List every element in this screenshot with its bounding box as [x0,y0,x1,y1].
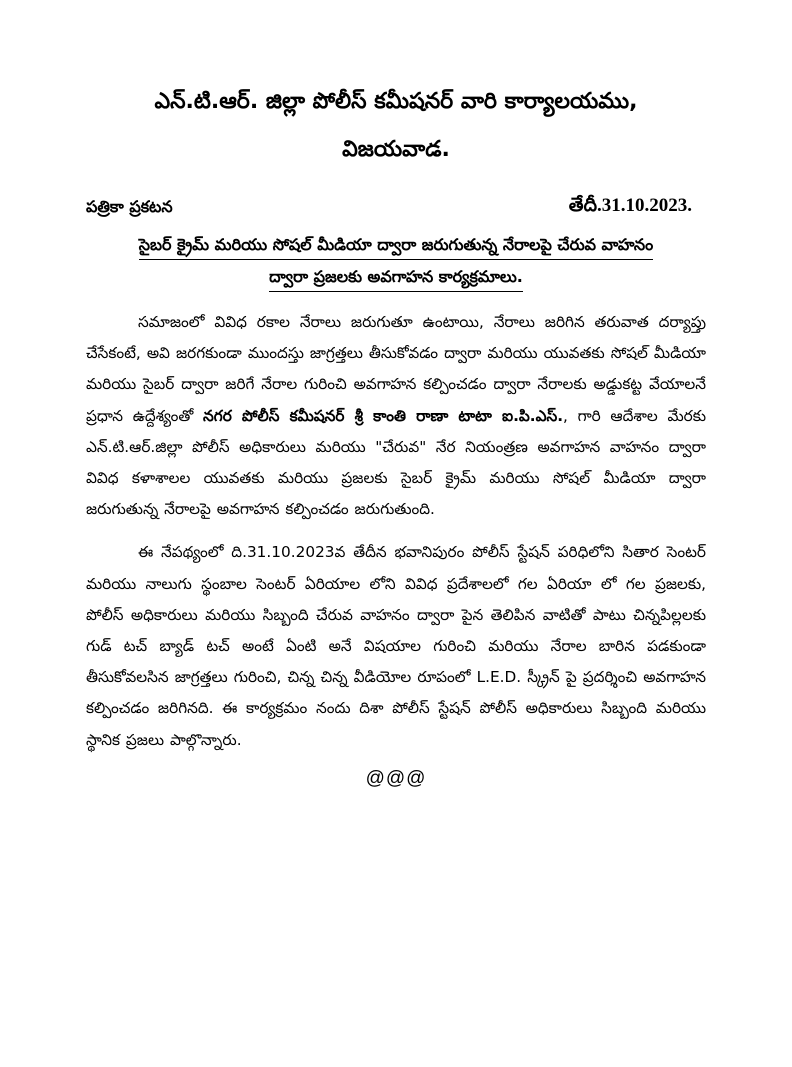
subject-heading [86,229,706,293]
press-release-label: పత్రికా ప్రకటన [86,197,173,216]
para2-text: ఈ నేపథ్యంలో ది.31.10.2023వ తేదీన భవానిపురం పోలీస్ స్టేషన్ పరిధిలోని సితార సెంటర్ మరియు నాలుగు స్థంబాల సెంటర్ ఏరియాల లోని వివిధ ప్రదేశాలలో గల ఏరియా లో గల ప్రజలకు, పోలీస్ అధికారులు మరియు సిబ్బంది చేరువ వాహనం ద్వారా పైన తెలిపిన వాటితో పాటు చిన్నపిల్లలకు గుడ్ టచ్ బ్యాడ్ టచ్ అంటే ఏంటి అనే విషయాల గురించి మరియు నేరాల బారిన పడకుండా తీసుకోవలసిన జాగ్రత్తలు గురించి, చిన్న చిన్న వీడియోల రూపంలో L.E.D. స్క్రీన్ పై ప్రదర్శించి అవగాహన కల్పించడం జరిగినది. ఈ కార్యక్రమం నందు దిశా పోలీస్ స్టేషన్ పోలీస్ అధికారులు సిబ్బంది మరియు స్థానిక ప్రజలు పాల్గొన్నారు. [86,543,706,749]
para1-text-a: సమాజంలో వివిధ రకాల నేరాలు జరుగుతూ ఉంటాయి, నేరాలు జరిగిన తరువాత దర్యాప్తు చేసేకంటే, అవి జరగకుండా ముందస్తు జాగ్రత్తలు తీసుకోవడం ద్వారా మరియు యువతకు సోషల్ మీడియా మరియు సైబర్ ద్వారా జరిగే నేరాల గురించి అవగాహన కల్పించడం ద్వారా నేరాలకు అడ్డుకట్ట వేయాలనే ప్రధాన ఉద్దేశ్యంతో [86,313,706,425]
office-title-line1: ఎన్.టి.ఆర్. జిల్లా పోలీస్ కమీషనర్ వారి కార్యాలయము, [154,89,638,114]
body-paragraph-1 [86,307,706,525]
para1-text-b: , గారి ఆదేశాల మేరకు ఎన్.టి.ఆర్.జిల్లా పోలీస్ అధికారులు మరియు "చేరువ" నేర నియంత్రణ అవగాహన వాహనం ద్వారా వివిధ కళాశాలల యువతకు మరియు ప్రజలకు సైబర్ క్రైమ్ మరియు సోషల్ మీడియా ద్వారా జరుగుతున్న నేరాలపై అవగాహన కల్పించడం జరుగుతుంది. [86,406,706,519]
commissioner-name: నగర పోలీస్ కమీషనర్ శ్రీ కాంతి రాణా టాటా ఐ.పి.ఎస్. [203,406,564,425]
press-release-page [86,78,706,1038]
subject-line1: సైబర్ క్రైమ్ మరియు సోషల్ మీడియా ద్వారా జరుగుతున్న నేరాలపై చేరువ వాహనం [139,232,653,260]
subject-line2: ద్వారా ప్రజలకు అవగాహన కార్యక్రమాలు. [269,264,523,292]
end-mark: @@@ [365,767,427,789]
office-title-line2: విజయవాడ. [342,137,450,162]
office-title [86,78,706,174]
body-paragraph-2 [86,537,706,755]
release-date: తేదీ.31.10.2023. [568,195,692,216]
release-meta [86,189,706,229]
